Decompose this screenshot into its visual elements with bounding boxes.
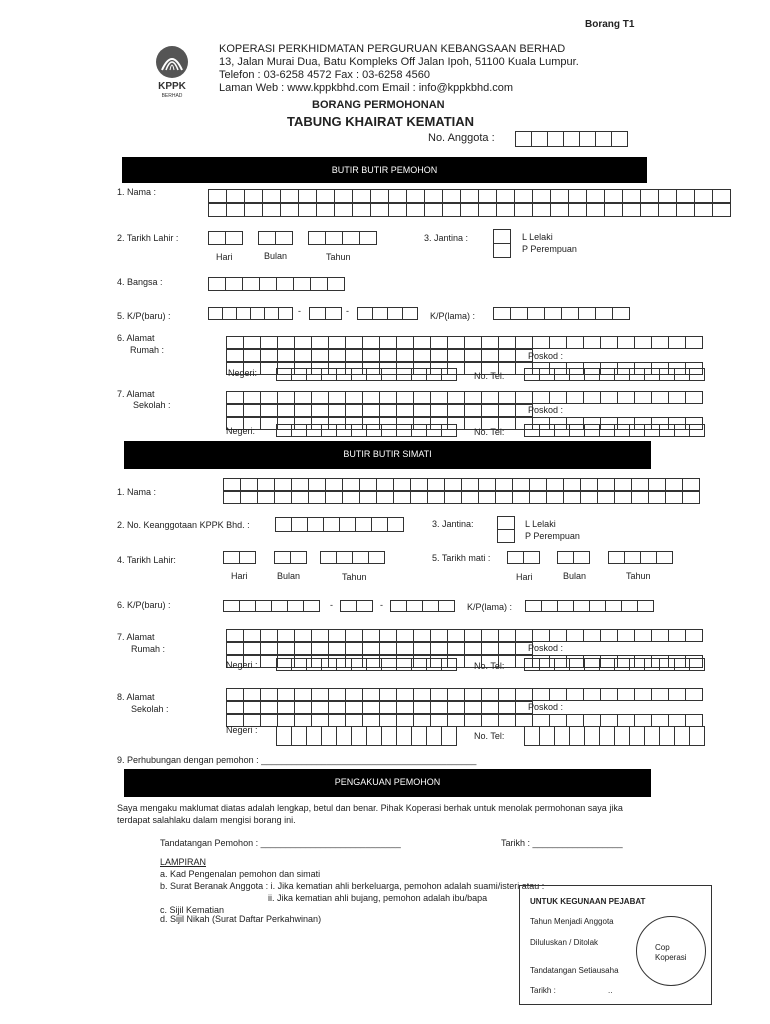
- deceased-dob-year[interactable]: [320, 551, 385, 564]
- deceased-ic-old-field[interactable]: [525, 600, 654, 612]
- deceased-ic-old-label: K/P(lama) :: [467, 602, 513, 612]
- applicant-school-tel-field[interactable]: [524, 424, 705, 437]
- deceased-school-addr-line2[interactable]: [226, 701, 533, 714]
- deceased-dod-year[interactable]: [608, 551, 673, 564]
- deceased-dob-month-caption: Bulan: [277, 571, 301, 581]
- applicant-home-tel-field[interactable]: [524, 368, 705, 381]
- deceased-ic-dash-2: -: [380, 600, 383, 610]
- applicant-home-tel-label: No. Tel:: [474, 371, 505, 381]
- kppk-logo: [148, 44, 196, 100]
- office-approved-label: Diluluskan / Ditolak: [530, 938, 599, 947]
- deceased-gender-female-option: P Perempuan: [525, 531, 580, 541]
- applicant-name-field[interactable]: [208, 189, 731, 203]
- deceased-home-addr-line2[interactable]: [226, 642, 533, 655]
- office-use-title: UNTUK KEGUNAAN PEJABAT: [530, 897, 646, 906]
- dob-day-caption: Hari: [216, 252, 233, 262]
- dob-month-caption: Bulan: [264, 251, 288, 261]
- deceased-dob-day-caption: Hari: [231, 571, 248, 581]
- deceased-ic-new-part2[interactable]: [340, 600, 373, 612]
- deceased-school-addr-label: 8. Alamat: [117, 692, 155, 702]
- applicant-dob-day[interactable]: [208, 231, 243, 245]
- applicant-ic-new-part2[interactable]: [309, 307, 342, 320]
- applicant-home-addr-label-2: Rumah :: [130, 345, 165, 355]
- gender-female-option: P Perempuan: [522, 244, 577, 254]
- attachment-a: a. Kad Pengenalan pemohon dan simati: [160, 869, 321, 879]
- applicant-school-state-label: Negeri:: [226, 426, 256, 436]
- stamp-text-2: Koperasi: [655, 953, 687, 962]
- office-signature-label: Tandatangan Setiausaha: [530, 966, 619, 975]
- deceased-ic-new-part3[interactable]: [390, 600, 455, 612]
- deceased-dob-month[interactable]: [274, 551, 307, 564]
- applicant-school-tel-label: No. Tel:: [474, 427, 505, 437]
- member-no-label: No. Anggota :: [428, 132, 495, 144]
- applicant-section-header: BUTIR BUTIR PEMOHON: [122, 157, 647, 183]
- deceased-name-field[interactable]: [223, 478, 700, 491]
- declaration-text-2: terdapat salahlaku dalam mengisi borang ini.: [117, 815, 296, 825]
- applicant-dob-month[interactable]: [258, 231, 293, 245]
- applicant-gender-label: 3. Jantina :: [424, 233, 469, 243]
- ic-dash-1: -: [298, 306, 301, 316]
- relation-field[interactable]: 9. Perhubungan dengan pemohon : ___________________________________________: [117, 755, 477, 765]
- attachment-b-ii: ii. Jika kematian ahli bujang, pemohon adalah ibu/bapa: [268, 893, 488, 903]
- deceased-membership-label: 2. No. Keanggotaan KPPK Bhd. :: [117, 520, 250, 530]
- attachments-title: LAMPIRAN: [160, 857, 207, 867]
- applicant-name-label: 1. Nama :: [117, 187, 157, 197]
- applicant-ic-old-field[interactable]: [493, 307, 630, 320]
- deceased-home-addr-label: 7. Alamat: [117, 632, 155, 642]
- applicant-ic-new-part3[interactable]: [357, 307, 418, 320]
- org-address: 13, Jalan Murai Dua, Batu Kompleks Off Jalan Ipoh, 51100 Kuala Lumpur.: [219, 56, 579, 68]
- logo-subtext: BERHAD: [161, 93, 183, 99]
- office-date-label: Tarikh :: [530, 986, 556, 995]
- deceased-school-state-label: Negeri :: [226, 725, 258, 735]
- applicant-home-addr-line1[interactable]: [226, 336, 703, 349]
- deceased-ic-new-label: 6. K/P(baru) :: [117, 600, 171, 610]
- declaration-section-header: PENGAKUAN PEMOHON: [124, 769, 651, 797]
- attachment-c: c. Sijil Kematian: [160, 905, 225, 915]
- deceased-home-addr-line1[interactable]: [226, 629, 703, 642]
- applicant-school-state-field[interactable]: [276, 424, 457, 437]
- deceased-dod-label: 5. Tarikh mati :: [432, 553, 491, 563]
- gender-male-option: L Lelaki: [522, 232, 553, 242]
- applicant-home-state-field[interactable]: [276, 368, 457, 381]
- member-no-field[interactable]: [515, 131, 628, 147]
- deceased-home-tel-field[interactable]: [524, 658, 705, 671]
- applicant-home-addr-line2[interactable]: [226, 349, 533, 362]
- deceased-dod-day[interactable]: [507, 551, 540, 564]
- deceased-school-state-field[interactable]: [276, 726, 457, 746]
- declaration-text-1: Saya mengaku maklumat diatas adalah lengkap, betul dan benar. Pihak Koperasi berhak untuk menolak permohonan saya jika: [117, 803, 623, 813]
- applicant-school-addr-line2[interactable]: [226, 404, 533, 417]
- deceased-gender-male-option: L Lelaki: [525, 519, 556, 529]
- form-subtitle: TABUNG KHAIRAT KEMATIAN: [287, 114, 475, 129]
- applicant-ic-new-label: 5. K/P(baru) :: [117, 311, 171, 321]
- applicant-dob-year[interactable]: [308, 231, 377, 245]
- ic-dash-2: -: [346, 306, 349, 316]
- deceased-home-state-label: Negeri :: [226, 660, 258, 670]
- deceased-home-tel-label: No. Tel:: [474, 661, 505, 671]
- applicant-school-addr-line1[interactable]: [226, 391, 703, 404]
- deceased-school-tel-field[interactable]: [524, 726, 705, 746]
- deceased-school-addr-label-2: Sekolah :: [131, 704, 169, 714]
- applicant-name-field-2[interactable]: [208, 203, 731, 217]
- deceased-dod-month-caption: Bulan: [563, 571, 587, 581]
- deceased-home-state-field[interactable]: [276, 658, 457, 671]
- deceased-dod-year-caption: Tahun: [626, 571, 651, 581]
- applicant-home-state-label: Negeri:: [228, 368, 258, 378]
- applicant-dob-label: 2. Tarikh Lahir :: [117, 233, 179, 243]
- deceased-school-poskod-label: Poskod :: [528, 702, 564, 712]
- applicant-race-field[interactable]: [208, 277, 345, 291]
- deceased-home-poskod-label: Poskod :: [528, 643, 564, 653]
- deceased-name-field-2[interactable]: [223, 491, 700, 504]
- office-date-dots: ..: [608, 986, 613, 995]
- attachment-b: b. Surat Beranak Anggota : i. Jika kematian ahli berkeluarga, pemohon adalah suami/isteri atau :: [160, 881, 545, 891]
- applicant-ic-new-part1[interactable]: [208, 307, 293, 320]
- applicant-school-poskod-label: Poskod :: [528, 405, 564, 415]
- deceased-home-addr-label-2: Rumah :: [131, 644, 166, 654]
- deceased-ic-dash-1: -: [330, 600, 333, 610]
- stamp-text-1: Cop: [655, 943, 670, 952]
- applicant-date-field[interactable]: Tarikh : __________________: [501, 838, 623, 848]
- deceased-gender-field[interactable]: [497, 516, 515, 543]
- deceased-ic-new-part1[interactable]: [223, 600, 320, 612]
- form-code: Borang T1: [585, 19, 635, 30]
- cooperative-stamp-circle: [636, 916, 706, 986]
- deceased-dob-label: 4. Tarikh Lahir:: [117, 555, 176, 565]
- deceased-dob-year-caption: Tahun: [342, 572, 367, 582]
- applicant-home-poskod-label: Poskod :: [528, 351, 564, 361]
- office-joined-label: Tahun Menjadi Anggota: [530, 917, 614, 926]
- deceased-school-addr-line1[interactable]: [226, 688, 703, 701]
- applicant-ic-old-label: K/P(lama) :: [430, 311, 476, 321]
- org-web: Laman Web : www.kppkbhd.com Email : info@kppkbhd.com: [219, 82, 514, 94]
- deceased-gender-label: 3. Jantina:: [432, 519, 474, 529]
- applicant-signature-field[interactable]: Tandatangan Pemohon : ____________________________: [160, 838, 401, 848]
- deceased-membership-field[interactable]: [275, 517, 404, 532]
- attachment-d: d. Sijil Nikah (Surat Daftar Perkahwinan): [160, 914, 322, 924]
- deceased-dob-day[interactable]: [223, 551, 256, 564]
- deceased-dod-day-caption: Hari: [516, 572, 533, 582]
- applicant-school-addr-label: 7. Alamat: [117, 389, 155, 399]
- applicant-school-addr-label-2: Sekolah :: [133, 400, 171, 410]
- applicant-gender-field[interactable]: [493, 229, 511, 258]
- deceased-name-label: 1. Nama :: [117, 487, 157, 497]
- kppk-emblem-icon: [148, 44, 196, 100]
- deceased-dod-month[interactable]: [557, 551, 590, 564]
- applicant-race-label: 4. Bangsa :: [117, 277, 163, 287]
- org-phone: Telefon : 03-6258 4572 Fax : 03-6258 4560: [219, 69, 430, 81]
- org-name: KOPERASI PERKHIDMATAN PERGURUAN KEBANGSAAN BERHAD: [219, 43, 566, 55]
- form-title: BORANG PERMOHONAN: [312, 99, 445, 111]
- deceased-section-header: BUTIR BUTIR SIMATI: [124, 441, 651, 469]
- applicant-home-addr-label: 6. Alamat: [117, 333, 155, 343]
- deceased-school-tel-label: No. Tel:: [474, 731, 505, 741]
- dob-year-caption: Tahun: [326, 252, 351, 262]
- logo-text: KPPK: [158, 81, 186, 92]
